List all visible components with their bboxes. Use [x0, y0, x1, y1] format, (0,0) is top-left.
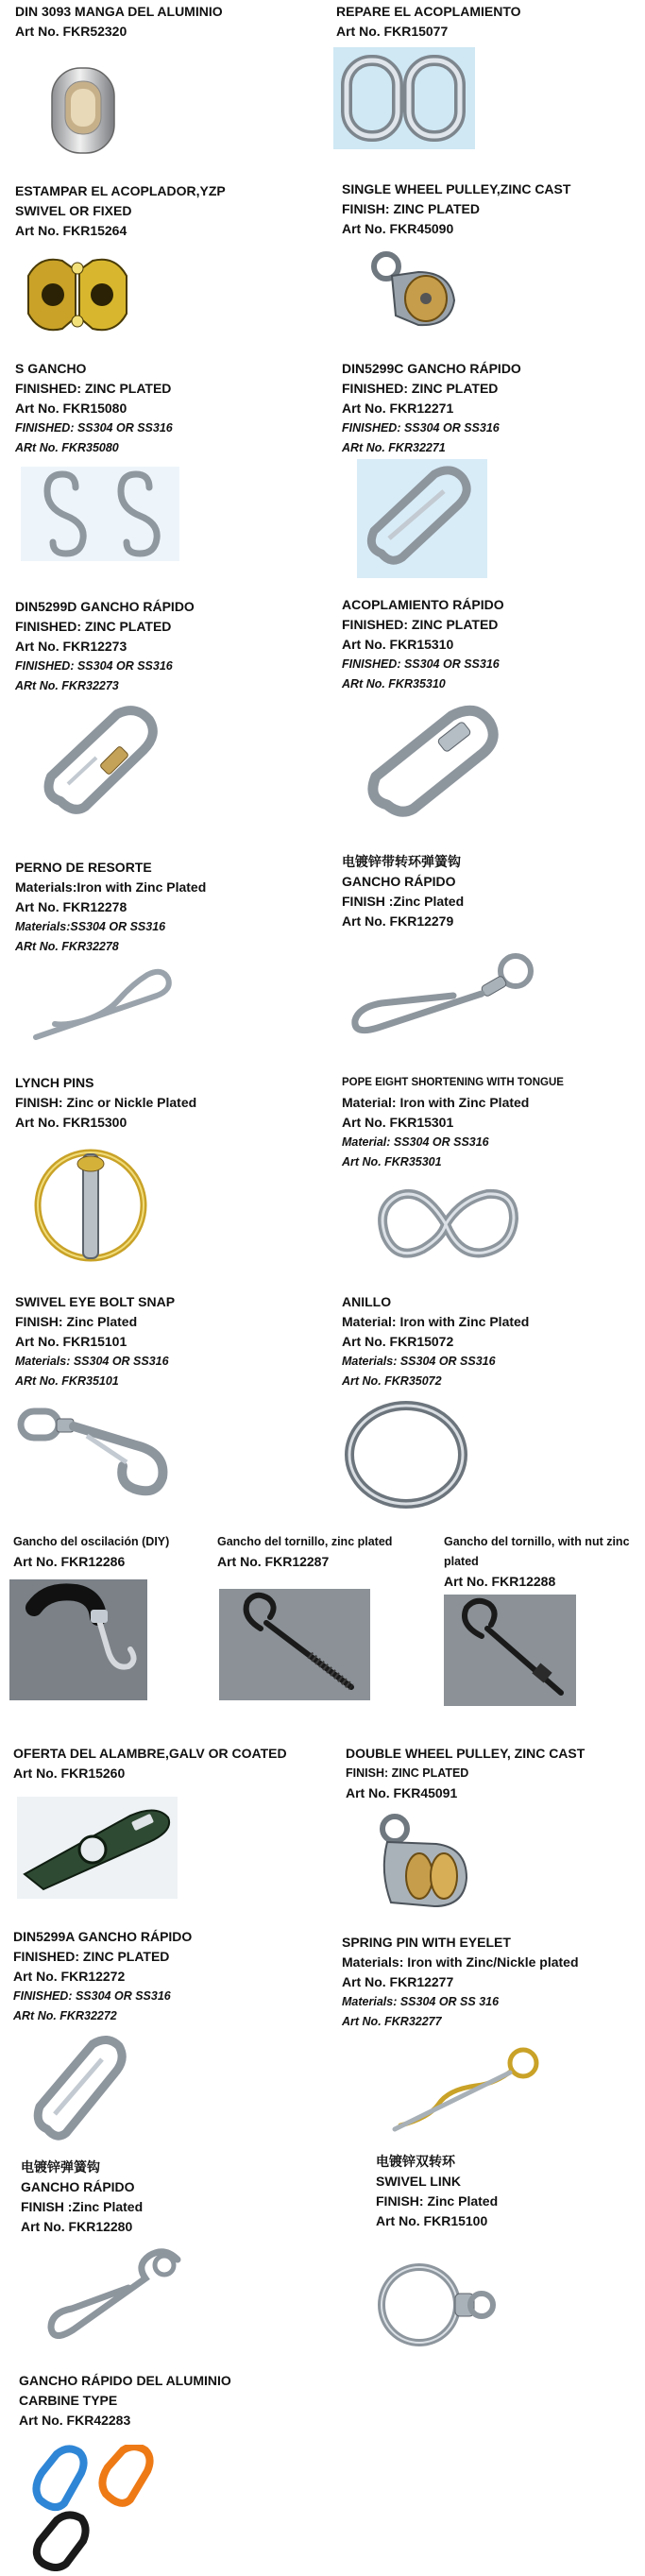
art-number: Art No. FKR15080: [15, 401, 127, 416]
product-text-swivel-spring-hook: [342, 852, 464, 931]
art-number: Art No. FKR12278: [15, 899, 127, 914]
art-number-alt: Art No. FKR35072: [342, 1374, 442, 1388]
product-text-wire-strainer: [13, 1744, 287, 1783]
product-title: 电镀锌带转环弹簧钩: [342, 854, 461, 869]
screw-hook-nut-image: [444, 1595, 576, 1706]
art-number: Art No. FKR45090: [342, 221, 454, 236]
s-hooks-image: [21, 467, 179, 561]
product-material: Materials: Iron with Zinc/Nickle plated: [342, 1954, 579, 1970]
product-title: DIN5299D GANCHO RÁPIDO: [15, 599, 195, 614]
product-material-alt: Materials: SS304 OR SS316: [342, 1355, 496, 1368]
art-number: Art No. FKR15072: [342, 1334, 454, 1349]
r-pin-image: [28, 962, 179, 1049]
product-finish: FINISHED: ZINC PLATED: [13, 1949, 170, 1964]
product-finish: FINISH: ZINC PLATED: [342, 201, 480, 216]
product-subtitle: SWIVEL OR FIXED: [15, 203, 132, 218]
screw-hook-image: [219, 1589, 370, 1700]
product-text-screw-hook-nut: [444, 1532, 642, 1592]
product-title: Gancho del tornillo, with nut zinc plated: [444, 1535, 630, 1568]
product-finish-alt: FINISHED: SS304 OR SS316: [342, 657, 500, 671]
product-text-figure-eight: [342, 1073, 564, 1172]
art-number: Art No. FKR15077: [336, 24, 449, 39]
product-text-snap-hook-c: [342, 359, 521, 458]
product-title: ANILLO: [342, 1294, 392, 1309]
product-finish: FINISH: Zinc Plated: [376, 2193, 499, 2209]
art-number: Art No. FKR15101: [15, 1334, 127, 1349]
product-title: DIN5299A GANCHO RÁPIDO: [13, 1929, 193, 1944]
swivel-link-image: [374, 2246, 497, 2363]
product-text-spring-hook: [21, 2158, 143, 2237]
art-number-alt: ARt No. FKR35080: [15, 441, 119, 454]
art-number: Art No. FKR52320: [15, 24, 127, 39]
art-number: Art No. FKR15260: [13, 1766, 126, 1781]
product-subtitle: GANCHO RÁPIDO: [21, 2179, 135, 2194]
product-finish-alt: FINISHED: SS304 OR SS316: [342, 421, 500, 435]
double-pulley-image: [366, 1812, 480, 1916]
product-text-lynch-pin: [15, 1073, 196, 1133]
snap-hook-c-image: [357, 459, 487, 578]
ring-image: [340, 1398, 472, 1511]
art-number: Art No. FKR15264: [15, 223, 127, 238]
product-finish: FINISHED: ZINC PLATED: [342, 381, 499, 396]
product-title: SWIVEL EYE BOLT SNAP: [15, 1294, 176, 1309]
product-title: 电镀锌双转环: [376, 2154, 455, 2169]
spring-hook-image: [36, 2243, 191, 2356]
product-text-swing-hook: [13, 1532, 212, 1572]
product-title: GANCHO RÁPIDO DEL ALUMINIO: [19, 2373, 231, 2388]
art-number: Art No. FKR12277: [342, 1974, 454, 1989]
art-number: Art No. FKR12287: [217, 1554, 330, 1569]
product-finish: FINISH :Zinc Plated: [342, 894, 465, 909]
product-finish-alt: FINISHED: SS304 OR SS316: [15, 421, 173, 435]
art-number: Art No. FKR12288: [444, 1574, 556, 1589]
product-text-swivel-link: [376, 2152, 498, 2231]
aluminum-carabiners-image: [28, 2445, 170, 2571]
product-finish: FINISH: Zinc or Nickle Plated: [15, 1095, 197, 1110]
product-finish: FINISHED: ZINC PLATED: [15, 381, 172, 396]
product-title: DIN 3093 MANGA DEL ALUMINIO: [15, 4, 223, 19]
art-number: Art No. FKR42283: [19, 2413, 131, 2428]
product-finish-alt: FINISHED: SS304 OR SS316: [13, 1989, 171, 2003]
swivel-coupler-image: [21, 247, 134, 340]
lynch-pin-image: [25, 1139, 157, 1271]
art-number: Art No. FKR15300: [15, 1115, 127, 1130]
art-number-alt: ARt No. FKR35101: [15, 1374, 119, 1388]
screw-snap-d-image: [38, 701, 170, 820]
product-text-swivel-coupler: [15, 181, 226, 241]
product-title: Gancho del oscilación (DIY): [13, 1535, 170, 1548]
product-finish-alt: FINISHED: SS304 OR SS316: [15, 659, 173, 673]
product-text-screw-hook: [217, 1532, 434, 1572]
product-material-alt: Materials: SS304 OR SS 316: [342, 1995, 500, 2008]
product-subtitle: SWIVEL LINK: [376, 2174, 461, 2189]
art-number: Art No. FKR12272: [13, 1969, 126, 1984]
product-title: ESTAMPAR EL ACOPLADOR,YZP: [15, 183, 226, 198]
product-title: DOUBLE WHEEL PULLEY, ZINC CAST: [346, 1746, 586, 1761]
art-number-alt: ARt No. FKR32273: [15, 679, 119, 692]
art-number: Art No. FKR45091: [346, 1785, 458, 1800]
product-title: ACOPLAMIENTO RÁPIDO: [342, 597, 504, 612]
swing-hook-image: [9, 1579, 147, 1700]
product-title: SPRING PIN WITH EYELET: [342, 1935, 511, 1950]
snap-hook-a-image: [26, 2031, 132, 2146]
product-text-snap-hook-a: [13, 1927, 192, 2026]
art-number-alt: ARt No. FKR32271: [342, 441, 446, 454]
product-text-aluminum-sleeve: [15, 2, 223, 42]
product-text-quick-link: [342, 595, 504, 694]
product-subtitle: CARBINE TYPE: [19, 2393, 118, 2408]
product-text-single-pulley: [342, 179, 570, 239]
bolt-snap-image: [15, 1398, 179, 1510]
quick-link-image: [359, 701, 510, 822]
product-title: DIN5299C GANCHO RÁPIDO: [342, 361, 521, 376]
art-number: Art No. FKR15100: [376, 2213, 488, 2228]
product-subtitle: GANCHO RÁPIDO: [342, 874, 456, 889]
product-text-double-pulley: [346, 1744, 585, 1803]
product-text-spring-pin-eyelet: [342, 1933, 579, 2032]
art-number: Art No. FKR12280: [21, 2219, 133, 2234]
product-title: POPE EIGHT SHORTENING WITH TONGUE: [342, 1077, 564, 1088]
product-title: 电镀锌弹簧钩: [21, 2159, 100, 2175]
product-finish: FINISH: Zinc Plated: [15, 1314, 138, 1329]
product-title: OFERTA DEL ALAMBRE,GALV OR COATED: [13, 1746, 287, 1761]
art-number-alt: Art No. FKR32277: [342, 2015, 442, 2028]
product-title: Gancho del tornillo, zinc plated: [217, 1535, 393, 1548]
product-text-ring: [342, 1292, 529, 1391]
product-title: S GANCHO: [15, 361, 87, 376]
product-finish: FINISH :Zinc Plated: [21, 2199, 144, 2214]
product-material-alt: Materials: SS304 OR SS316: [15, 1355, 169, 1368]
art-number-alt: ARt No. FKR35310: [342, 677, 446, 691]
single-pulley-image: [364, 247, 467, 331]
wire-strainer-image: [17, 1797, 178, 1899]
art-number: Art No. FKR15301: [342, 1115, 454, 1130]
aluminum-sleeve-image: [42, 60, 124, 161]
art-number: Art No. FKR12279: [342, 913, 454, 929]
art-number: Art No. FKR15310: [342, 637, 454, 652]
product-text-r-pin: [15, 858, 206, 957]
art-number: Art No. FKR12273: [15, 639, 127, 654]
art-number-alt: Art No. FKR35301: [342, 1155, 442, 1169]
product-material: Material: Iron with Zinc Plated: [342, 1095, 530, 1110]
product-finish: FINISHED: ZINC PLATED: [342, 617, 499, 632]
product-material: Materials:Iron with Zinc Plated: [15, 879, 207, 895]
art-number: Art No. FKR12271: [342, 401, 454, 416]
spring-pin-eyelet-image: [382, 2039, 548, 2137]
swivel-spring-hook-image: [340, 945, 538, 1054]
art-number-alt: ARt No. FKR32272: [13, 2009, 117, 2022]
art-number-alt: ARt No. FKR32278: [15, 940, 119, 953]
product-material: Material: Iron with Zinc Plated: [342, 1314, 530, 1329]
product-text-aluminum-carabiners: [19, 2371, 231, 2431]
product-text-screw-snap-d: [15, 597, 195, 696]
art-number: Art No. FKR12286: [13, 1554, 126, 1569]
product-text-repair-links: [336, 2, 521, 42]
product-text-s-hooks: [15, 359, 173, 458]
figure-eight-image: [366, 1168, 525, 1281]
product-material-alt: Material: SS304 OR SS316: [342, 1135, 489, 1149]
product-title: PERNO DE RESORTE: [15, 860, 152, 875]
product-title: REPARE EL ACOPLAMIENTO: [336, 4, 521, 19]
product-title: SINGLE WHEEL PULLEY,ZINC CAST: [342, 181, 571, 196]
product-finish: FINISHED: ZINC PLATED: [15, 619, 172, 634]
product-text-bolt-snap: [15, 1292, 175, 1391]
product-title: LYNCH PINS: [15, 1075, 94, 1090]
product-finish: FINISH: ZINC PLATED: [346, 1766, 469, 1780]
repair-links-image: [333, 47, 475, 149]
product-material-alt: Materials:SS304 OR SS316: [15, 920, 166, 933]
